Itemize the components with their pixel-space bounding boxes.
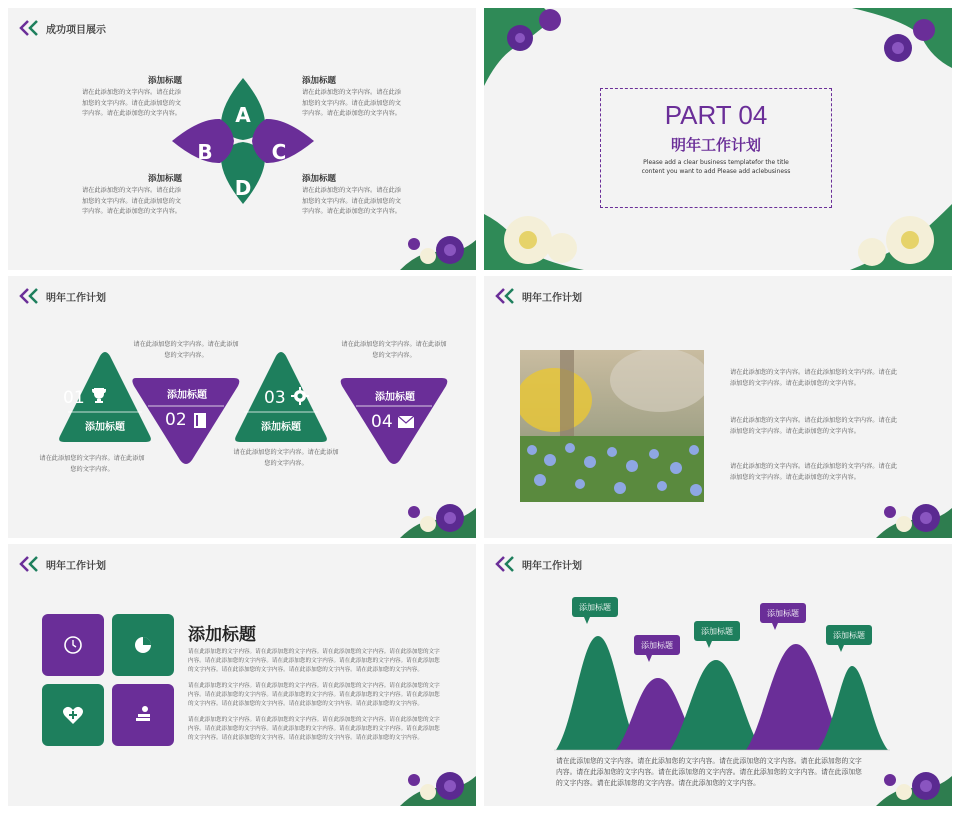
item-label: 添加标题 bbox=[85, 422, 125, 433]
block-heading: 添加标题 bbox=[302, 76, 337, 86]
peak-label: 添加标题 bbox=[579, 603, 611, 612]
slide-2[interactable] bbox=[484, 8, 952, 270]
item-text: 请在此添加您的文字内容。请在此添加您的文字内容。 bbox=[233, 449, 339, 467]
slide-title: 明年工作计划 bbox=[46, 292, 106, 304]
peak-label: 添加标题 bbox=[833, 631, 865, 640]
subtitle-line-2: content you want to add Please add aclebusiness bbox=[641, 168, 791, 175]
books-apple-icon bbox=[112, 684, 174, 746]
tile-purple bbox=[112, 684, 174, 746]
slide-4[interactable] bbox=[484, 276, 952, 538]
paragraph: 请在此添加您的文字内容。请在此添加您的文字内容。请在此添加您的文字内容。请在此添加您的文字内容。请在此添加您的文字内容。请在此添加您的文字内容。请在此添加您的文字内容。请在此添加您的文字内容。请在此添加您的文字内容。请在此添加您的文字内容。请在此添加您的文字内容。 bbox=[188, 717, 440, 741]
flower-field-photo bbox=[520, 350, 704, 502]
item-label: 添加标题 bbox=[261, 422, 301, 433]
section-title: 明年工作计划 bbox=[670, 136, 761, 154]
item-text: 请在此添加您的文字内容。请在此添加您的文字内容。 bbox=[133, 341, 239, 359]
flower-corner-decoration bbox=[876, 766, 952, 806]
item-text: 请在此添加您的文字内容。请在此添加您的文字内容。 bbox=[341, 341, 447, 359]
description-text: 请在此添加您的文字内容。请在此添加您的文字内容。请在此添加您的文字内容。请在此添加您的文字内容。请在此添加您的文字内容。请在此添加您的文字内容。请在此添加您的文字内容。请在此添加您的文字内容。请在此添加您的文字内容。请在此添加您的文字内容。 bbox=[556, 757, 862, 787]
item-text: 请在此添加您的文字内容。请在此添加您的文字内容。 bbox=[39, 455, 145, 473]
peak-label: 添加标题 bbox=[767, 609, 799, 618]
block-text: 请在此添加您的文字内容。请在此添加您的文字内容。请在此添加您的文字内容。请在此添加您的文字内容。 bbox=[82, 89, 181, 117]
item-number: 01 bbox=[63, 388, 85, 408]
pie-chart-icon bbox=[112, 614, 174, 676]
flower-bottom-right-decoration bbox=[850, 204, 952, 270]
flower-corner-decoration bbox=[876, 498, 952, 538]
flower-bottom-left-decoration bbox=[484, 204, 584, 270]
paragraph: 请在此添加您的文字内容。请在此添加您的文字内容。请在此添加您的文字内容。请在此添加您的文字内容。请在此添加您的文字内容。请在此添加您的文字内容。请在此添加您的文字内容。请在此添加您的文字内容。请在此添加您的文字内容。请在此添加您的文字内容。请在此添加您的文字内容。 bbox=[188, 683, 440, 707]
section-heading: 添加标题 bbox=[188, 625, 256, 645]
heart-plus-icon bbox=[42, 684, 104, 746]
petal-a-label: A bbox=[235, 103, 251, 127]
tile-green bbox=[112, 614, 174, 676]
subtitle-line-1: Please add a clear business templatefor the title bbox=[643, 159, 789, 166]
flower-top-right-decoration bbox=[832, 8, 952, 86]
flower-corner-decoration bbox=[400, 766, 476, 806]
block-text: 请在此添加您的文字内容。请在此添加您的文字内容。请在此添加您的文字内容。请在此添加您的文字内容。 bbox=[302, 89, 401, 117]
double-chevron-icon bbox=[18, 555, 40, 573]
slide-1[interactable] bbox=[8, 8, 476, 270]
tile-purple bbox=[42, 614, 104, 676]
slide-header bbox=[18, 18, 106, 38]
item-label: 添加标题 bbox=[167, 390, 207, 401]
block-text: 请在此添加您的文字内容。请在此添加您的文字内容。请在此添加您的文字内容。请在此添加您的文字内容。 bbox=[82, 187, 181, 215]
flower-corner-decoration bbox=[400, 230, 476, 270]
petal-d-label: D bbox=[234, 176, 252, 200]
flower-corner-decoration bbox=[400, 498, 476, 538]
slide-header bbox=[494, 286, 582, 306]
double-chevron-icon bbox=[18, 19, 40, 37]
mountain-3 bbox=[670, 660, 762, 750]
item-number: 03 bbox=[264, 388, 286, 408]
paragraph: 请在此添加您的文字内容。请在此添加您的文字内容。请在此添加您的文字内容。请在此添加您的文字内容。 bbox=[730, 463, 898, 481]
block-text: 请在此添加您的文字内容。请在此添加您的文字内容。请在此添加您的文字内容。请在此添加您的文字内容。 bbox=[302, 187, 401, 215]
flower-top-left-decoration bbox=[484, 8, 564, 86]
slide-title: 明年工作计划 bbox=[46, 560, 106, 572]
paragraph: 请在此添加您的文字内容。请在此添加您的文字内容。请在此添加您的文字内容。请在此添加您的文字内容。 bbox=[730, 417, 898, 435]
peak-label: 添加标题 bbox=[701, 627, 733, 636]
slide-5[interactable] bbox=[8, 544, 476, 806]
slide-title: 明年工作计划 bbox=[522, 560, 582, 572]
slide-6[interactable] bbox=[484, 544, 952, 806]
slide-3[interactable] bbox=[8, 276, 476, 538]
block-heading: 添加标题 bbox=[302, 174, 337, 184]
paragraph: 请在此添加您的文字内容。请在此添加您的文字内容。请在此添加您的文字内容。请在此添加您的文字内容。 bbox=[730, 369, 898, 387]
clock-icon bbox=[42, 614, 104, 676]
peak-label: 添加标题 bbox=[641, 641, 673, 650]
gear-icon bbox=[291, 387, 309, 405]
petal-c-label: C bbox=[271, 140, 287, 164]
mail-icon bbox=[397, 415, 415, 429]
slide-title: 明年工作计划 bbox=[522, 292, 582, 304]
item-number: 04 bbox=[371, 412, 393, 432]
item-label: 添加标题 bbox=[375, 392, 415, 403]
block-heading: 添加标题 bbox=[148, 174, 183, 184]
tile-green bbox=[42, 684, 104, 746]
block-heading: 添加标题 bbox=[148, 76, 183, 86]
petal-b-label: B bbox=[197, 140, 213, 164]
part-number: PART 04 bbox=[664, 100, 768, 130]
slide-header bbox=[18, 554, 106, 574]
book-icon bbox=[192, 412, 208, 430]
trophy-icon bbox=[90, 386, 108, 404]
item-number: 02 bbox=[165, 410, 187, 430]
double-chevron-icon bbox=[494, 287, 516, 305]
slide-title: 成功项目展示 bbox=[46, 24, 106, 36]
paragraph: 请在此添加您的文字内容。请在此添加您的文字内容。请在此添加您的文字内容。请在此添加您的文字内容。请在此添加您的文字内容。请在此添加您的文字内容。请在此添加您的文字内容。请在此添加您的文字内容。请在此添加您的文字内容。请在此添加您的文字内容。请在此添加您的文字内容。 bbox=[188, 649, 440, 673]
